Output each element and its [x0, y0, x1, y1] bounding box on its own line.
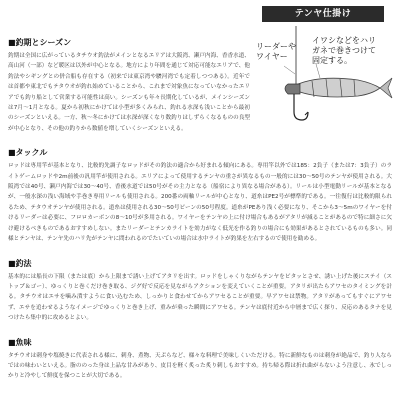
bait-wrap-note: イワシなどをハリ ガネで巻きつけて 固定する。	[312, 36, 376, 65]
section-title: ■魚味	[8, 337, 32, 347]
section-text: ロッドは専用竿が基本となり、比較的先調子なロッドがその釣法の適合から好まれる傾向にある。専用竿以外では185：2負子（または7：3負子）のライトゲームロッドや2m前後の汎用竿が使用される。エリアによって使用するテンヤの重さが異なるもの一般的には30～50号のテンヤが使用される。大阪湾では40号、瀬戸内海では30～40号、香後水道では50号がその主力となる（船宿により異なる場合がある）。リールは小型電動リールが基本となるが、一般水深の浅い海域や手巻き専用リールも使用される。200番の両軸リールが中心となり、道糸はPE2号が標準的である。一往復行は比較的限られるため、テタウオテンヤが使用される。道糸は使用される30～50号ピーンの50号程度。道糸がPEあり浅く必要になり、そこから3～5mのワイヤーを付けるリーダーは必要に、フロロカーボンの8～10号が多用される。ワイヤーをテンヤの上に付け場合もあるがアタリが減ることがあるので特に細さに欠け避けるべきものであるおすすめしない。またリーダーとテンカライトを効力がなく低光を作る釣りの場合にも効果があるとされているものも多い。同様とテンヤは、テンヤ先のハリ先がテンヤに問われるのでたいていの場合は水中ライトが釣果を左右するので使用を勧める。	[8, 163, 392, 243]
article-body	[8, 38, 392, 382]
section-technique	[8, 259, 392, 324]
leader-wire-label: リーダーや ワイヤー	[256, 42, 296, 61]
section-title: ■タックル	[8, 148, 48, 158]
section-title: ■釣法	[8, 258, 32, 268]
section-tackle	[8, 148, 392, 244]
section-title: ■釣期とシーズン	[8, 38, 72, 47]
section-text: 基本的には船長の下限（または底）から上限まで誘い上げてアタリを出す。ロッドをしゃくりながらテンヤをピタッとさせ、誘い上げた後にステイ（ストップ＆ゴー）、ゆっくりと巻くだけ巻き取る、ジグ好で反応を見ながらアクションを変えていくことが重要。アタリが出たらアワセのタイミングを計る。タチウオはエサを噛み潰すように食い込むため、しっかりと食わせてからアワセることが重要。早アワセは禁物。アタリがあってもすぐにアワセず、エサを追わせるようなイメージでゆっくりと巻き上げ、重みが乗った瞬間にアワセる。テンヤは底付近から中層まで広く探り、反応のあるタナを見つけたら集中的に攻めるとよい。	[8, 273, 392, 322]
rig-title-badge: テンヤ仕掛け	[262, 6, 384, 22]
section-text: 釣期は全国に広がっているタチウオ釣法がメインとなるエリアは大阪湾、瀬戸内海、香香水道、高山河（一部）など暖区は以外が中心となる。地方により年間を通じて対応可能なエリアで、他釣法やシギングとの併合船も存在する（初来では東京湾や駿河湾でも定着しつつある）。近年では首都や東北でもテタウオが釣れ始めていることから、これまで対象魚になっていなかったエリアでも釣り船として営業する可能性は高い。シーズンも年々長期化しているが、メインシーズンは7月～1月となる。夏から初秋にかけては小型が多くみられ、釣れる水深も浅いことから最初のシーズンといえる。一方、秋～冬にかけては水深が深くなり数釣りはしずらくなるものの良型が中心となり、その他の釣りから数値を増していくシーズンといえる。	[8, 53, 250, 132]
section-season	[8, 38, 392, 134]
section-taste	[8, 338, 392, 382]
section-text: タチウオは刺身や塩焼きに代表される様に、刺身、煮物、天ぷらなど、様々な料理で美味しくいただける。特に新鮮なものは刺身が絶品で、釣り人ならではの味わいといえる。脂ののった身は上品な甘みがあり、皮目を軽く炙った炙り刺しもおすすめ。持ち帰る際は折れ曲がらないよう注意し、氷でしっかりと冷やして鮮度を保つことが大切である。	[8, 352, 392, 380]
